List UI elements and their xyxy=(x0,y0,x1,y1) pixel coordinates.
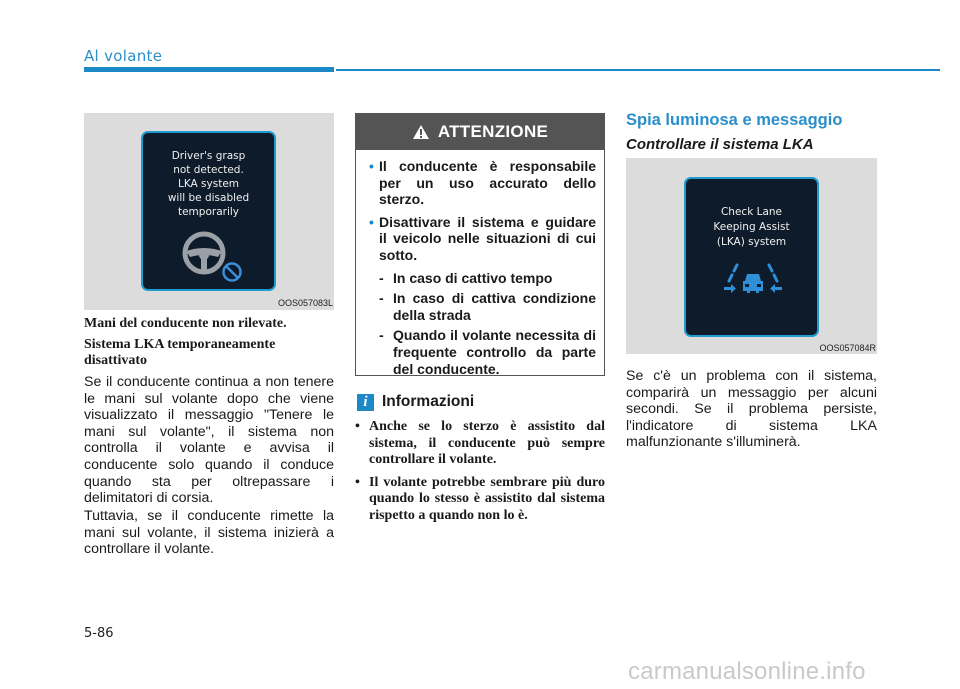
cluster-display-screen xyxy=(684,177,819,337)
heading-lka-disabled: Sistema LKA temporaneamente disattivato xyxy=(84,337,276,368)
cluster-display-screen xyxy=(141,131,276,291)
prohibited-icon xyxy=(221,261,243,283)
bullet-dot: • xyxy=(355,419,360,434)
bullet-dot: • xyxy=(355,474,360,490)
header-rule-thick xyxy=(84,67,334,72)
paragraph-hands-back: Tuttavia, se il conducente rimette la mani sul volante, il sistema inizierà a controllare il volante. xyxy=(84,508,334,558)
info-icon: i xyxy=(357,394,374,411)
warning-box xyxy=(355,113,605,376)
paragraph-lka-malfunction: Se c'è un problema con il sistema, comparirà un messaggio per alcuni secondi. Se il problema persiste, l'indicatore di sistema LKA malfunzionante s'illuminerà. xyxy=(626,368,877,451)
section-header-title: Al volante xyxy=(84,47,163,65)
warning-title: ATTENZIONE xyxy=(437,122,549,141)
header-rule-thin xyxy=(336,69,940,71)
info-list xyxy=(355,419,605,530)
warning-bullet: • Disattivare il sistema e guidare il veicolo nelle situazioni di cui sotto. xyxy=(369,213,596,263)
bullet-dot: • xyxy=(369,213,374,230)
warning-sub-item: - In caso di cattiva condizione della strada xyxy=(379,290,596,323)
info-item: • Il volante potrebbe sembrare più duro quando lo stesso è assistito dal sistema rispetto a quando non lo è. xyxy=(355,474,605,523)
figure-caption: OOS057083L xyxy=(277,298,333,308)
bullet-dot: • xyxy=(369,158,374,174)
heading-hands-not-detected: Mani del conducente non rilevate. xyxy=(84,316,287,331)
section-title-warning-light: Spia luminosa e messaggio xyxy=(626,111,843,129)
figure-caption: OOS057084R xyxy=(819,343,876,353)
subtitle-check-lka: Controllare il sistema LKA xyxy=(626,136,814,153)
cluster-display-message: Driver's grasp not detected. LKA system will be disabled temporarily xyxy=(167,150,250,218)
lane-keeping-assist-icon xyxy=(723,261,783,305)
page-number: 5-86 xyxy=(84,626,114,641)
watermark-text: carmanualsonline.info xyxy=(628,658,866,685)
info-item: • Anche se lo sterzo è assistito dal sistema, il conducente può sempre controllare il volante. xyxy=(355,419,605,467)
warning-sub-item: - Quando il volante necessita di frequente controllo da parte del conducente. xyxy=(379,327,596,377)
info-header xyxy=(357,393,474,411)
warning-bullet: • Il conducente è responsabile per un uso accurato dello sterzo. xyxy=(369,158,596,208)
paragraph-lka-behavior: Se il conducente continua a non tenere le mani sul volante dopo che viene visualizzato il messaggio "Tenere le mani sul volante", il sistema non controlla il volante e avvisa il conducente solo quando il conduce quando sta per oltrepassare i delimitatori di corsia. xyxy=(84,374,334,507)
warning-sub-item: - In caso di cattivo tempo xyxy=(379,269,553,286)
figure-check-lka xyxy=(626,158,877,354)
warning-triangle-icon xyxy=(412,124,430,140)
warning-list xyxy=(356,150,604,377)
figure-lka-disabled xyxy=(84,113,334,310)
cluster-display-message: Check Lane Keeping Assist (LKA) system xyxy=(713,206,790,248)
info-title: Informazioni xyxy=(382,393,475,410)
warning-header xyxy=(356,114,604,150)
